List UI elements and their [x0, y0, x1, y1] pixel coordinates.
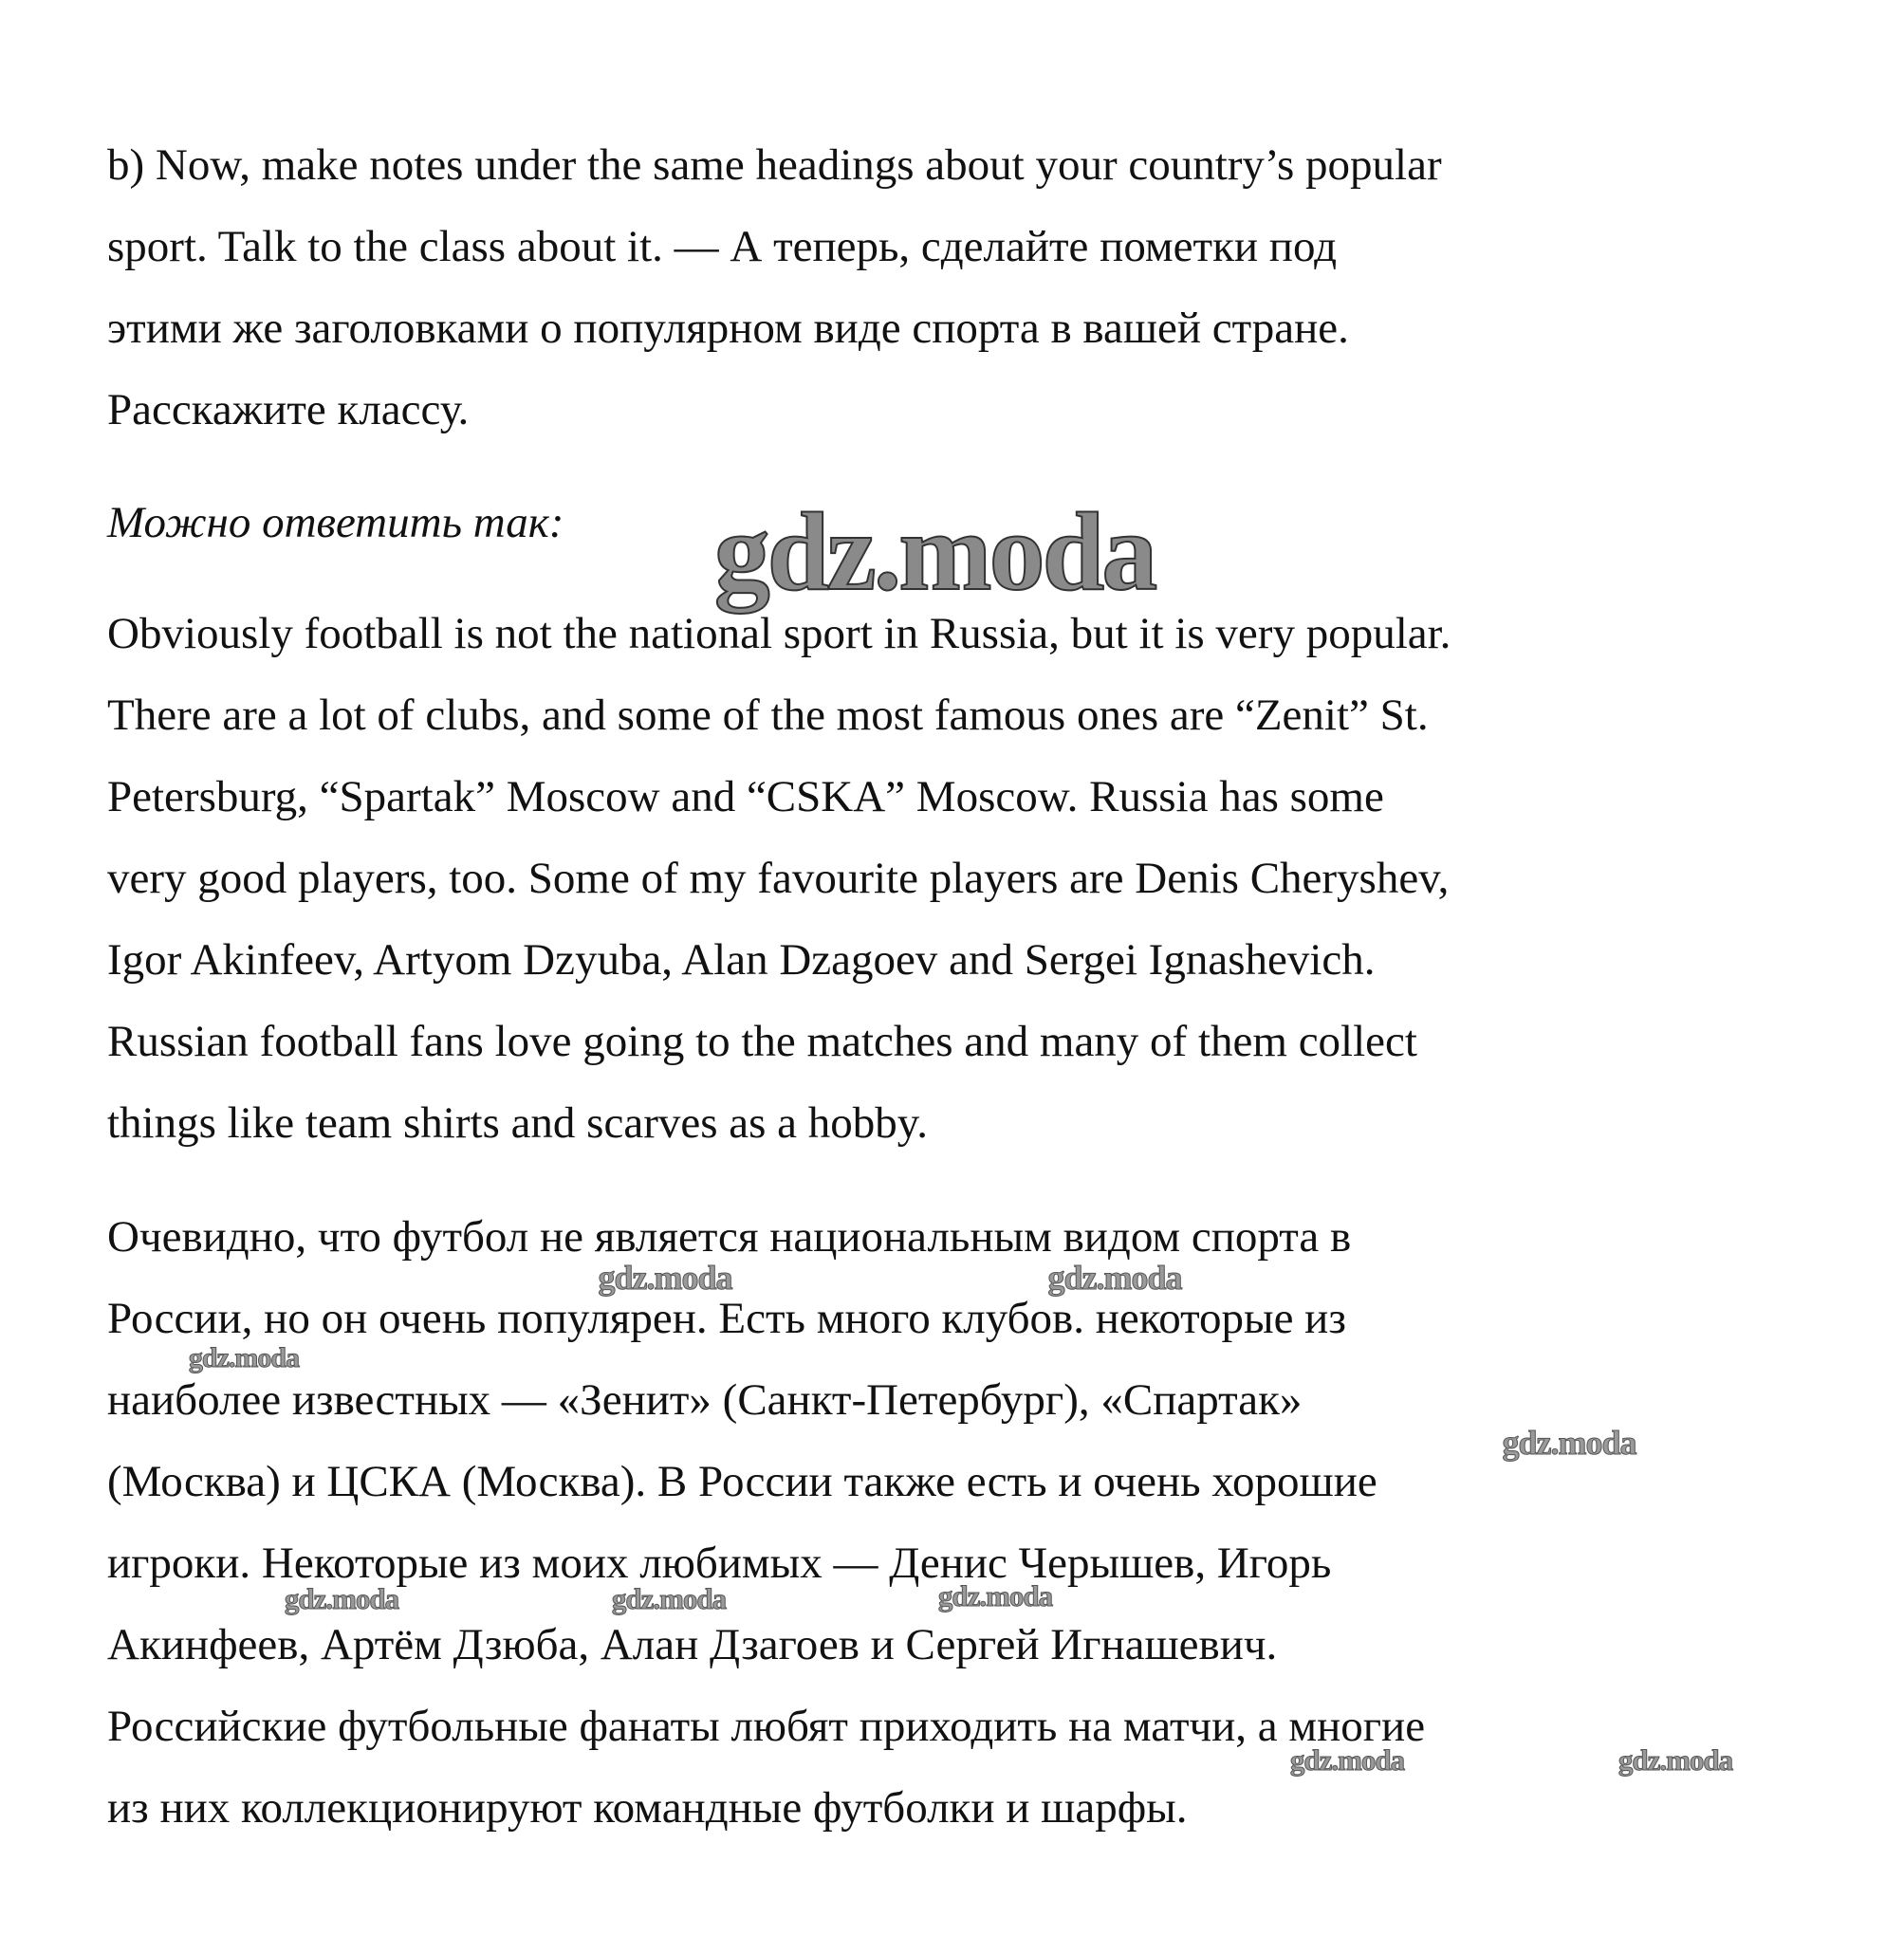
answer-line: Акинфеев, Артём Дзюба, Алан Дзагоев и Сергей Игнашевич. [107, 1620, 1278, 1669]
task-line: Расскажите классу. [107, 385, 470, 434]
answer-line: Очевидно, что футбол не является национальным видом спорта в [107, 1212, 1352, 1262]
watermark-logo: gdz.moda [1617, 1743, 1733, 1777]
answer-line: Российские футбольные фанаты любят приходить на матчи, а многие [107, 1702, 1426, 1751]
answer-line: России, но он очень популярен. Есть много клубов. некоторые из [107, 1294, 1346, 1343]
answer-line: things like team shirts and scarves as a hobby. [107, 1098, 928, 1148]
answer-line: Obviously football is not the national sport in Russia, but it is very popular. [107, 609, 1451, 658]
watermark-logo: gdz.moda [1502, 1424, 1636, 1462]
watermark-logo: gdz.moda [598, 1259, 732, 1297]
watermark-logo: gdz.moda [284, 1582, 399, 1615]
watermark-logo: gdz.moda [937, 1579, 1053, 1612]
answer-intro: Можно ответить так: [107, 498, 564, 547]
watermark-logo: gdz.moda [611, 1582, 727, 1615]
task-line: sport. Talk to the class about it. — А теперь, сделайте пометки под [107, 222, 1338, 271]
answer-line: (Москва) и ЦСКА (Москва). В России также есть и очень хорошие [107, 1457, 1377, 1506]
watermark-logo: gdz.moda [1289, 1743, 1405, 1777]
answer-line: из них коллекционируют командные футболки и шарфы. [107, 1783, 1188, 1833]
answer-line: наиболее известных — «Зенит» (Санкт-Петербург), «Спартак» [107, 1375, 1303, 1425]
watermark-logo: gdz.moda [1047, 1259, 1182, 1297]
task-line: b) Now, make notes under the same headings about your country’s popular [107, 140, 1442, 190]
answer-line: игроки. Некоторые из моих любимых — Денис Черышев, Игорь [107, 1539, 1332, 1588]
answer-line: Russian football fans love going to the matches and many of them collect [107, 1017, 1417, 1066]
answer-line: very good players, too. Some of my favourite players are Denis Cheryshev, [107, 854, 1450, 903]
watermark-logo: gdz.moda [713, 489, 1155, 614]
answer-line: Igor Akinfeev, Artyom Dzyuba, Alan Dzagoev and Sergei Ignashevich. [107, 935, 1376, 985]
task-line: этими же заголовками о популярном виде спорта в вашей стране. [107, 304, 1349, 353]
watermark-logo: gdz.moda [188, 1342, 300, 1373]
answer-line: There are a lot of clubs, and some of the most famous ones are “Zenit” St. [107, 691, 1429, 740]
answer-line: Petersburg, “Spartak” Moscow and “CSKA” Moscow. Russia has some [107, 772, 1384, 821]
